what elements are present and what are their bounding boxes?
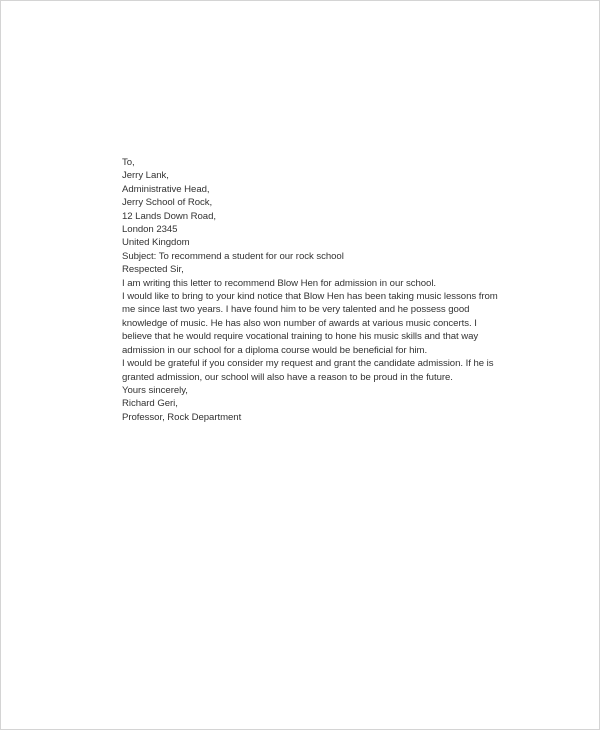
recipient-name: Jerry Lank, bbox=[122, 170, 169, 182]
recipient-country: United Kingdom bbox=[122, 237, 190, 249]
closing: Yours sincerely, bbox=[122, 384, 188, 396]
greeting: Respected Sir, bbox=[122, 264, 184, 276]
recipient-organization: Jerry School of Rock, bbox=[122, 197, 213, 209]
recipient-title: Administrative Head, bbox=[122, 183, 210, 195]
body-line: knowledge of music. He has also won number of awards at various music concerts. I bbox=[122, 317, 477, 329]
body-line: admission in our school for a diploma course would be beneficial for him. bbox=[122, 344, 428, 356]
recipient-city: London 2345 bbox=[122, 224, 178, 236]
body-line: I would be grateful if you consider my request and grant the candidate admission. If he is bbox=[122, 358, 494, 370]
body-line: me since last two years. I have found him to be very talented and he possess good bbox=[122, 304, 470, 316]
recipient-street: 12 Lands Down Road, bbox=[122, 210, 216, 222]
body-line: granted admission, our school will also have a reason to be proud in the future. bbox=[122, 371, 453, 383]
signer-name: Richard Geri, bbox=[122, 398, 178, 410]
letter-body bbox=[122, 156, 498, 424]
salutation-to: To, bbox=[122, 157, 135, 168]
body-line: I am writing this letter to recommend Blow Hen for admission in our school. bbox=[122, 277, 437, 289]
body-line: I would like to bring to your kind notice that Blow Hen has been taking music lessons from bbox=[122, 291, 498, 303]
subject-line: Subject: To recommend a student for our rock school bbox=[122, 250, 344, 262]
body-line: believe that he would require vocational training to hone his music skills and that way bbox=[122, 331, 479, 343]
signer-title: Professor, Rock Department bbox=[122, 411, 242, 423]
